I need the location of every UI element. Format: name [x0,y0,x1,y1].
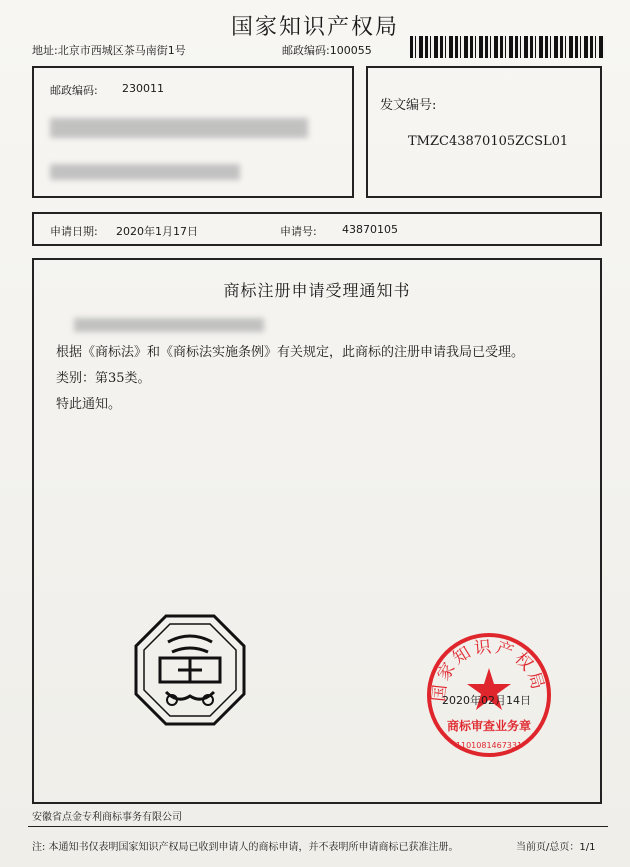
application-date-label: 申请日期: [50,225,98,238]
dispatch-label: 发文编号: [380,98,437,113]
recipient-postcode-value: 230011 [122,82,164,95]
notice-box [32,258,602,804]
seal-serial: 1101081467331 [455,741,523,750]
notice-category: 类别：第35类。 [56,371,151,386]
footer-note: 注: 本通知书仅表明国家知识产权局已收到申请人的商标申请，并不表明所申请商标已获准注册。 [32,842,459,853]
agency-title: 国家知识产权局 [230,15,399,40]
barcode [410,36,605,58]
redacted-applicant [74,318,264,332]
notice-title: 商标注册申请受理通知书 [223,281,411,300]
dispatch-number: TMZC43870105ZCSL01 [408,134,569,149]
application-date-value: 2020年1月17日 [116,225,198,238]
seal-inner-text: 商标审查业务章 [446,719,532,733]
agency-postcode: 邮政编码:100055 [282,44,372,57]
recipient-postcode-label: 邮政编码: [50,84,98,97]
recipient-box [32,66,354,198]
application-row [32,212,602,246]
notice-closing: 特此通知。 [56,397,122,412]
footer-divider [28,826,608,827]
issue-date: 2020年02月14日 [442,694,531,707]
trademark-emblem [132,612,248,728]
notice-paragraph: 根据《商标法》和《商标法实施条例》有关规定，此商标的注册申请我局已受理。 [56,345,525,360]
redacted-address [50,118,308,138]
agency-address: 地址:北京市西城区茶马南街1号 [32,44,186,57]
agent-name: 安徽省点金专利商标事务有限公司 [32,812,182,823]
page-indicator: 当前页/总页：1/1 [516,842,596,853]
redacted-recipient [50,164,240,180]
application-number-label: 申请号: [280,225,317,238]
application-number-value: 43870105 [342,223,398,236]
dispatch-box [366,66,602,198]
seal-ring-text: 国家知识产权局 [429,636,549,703]
